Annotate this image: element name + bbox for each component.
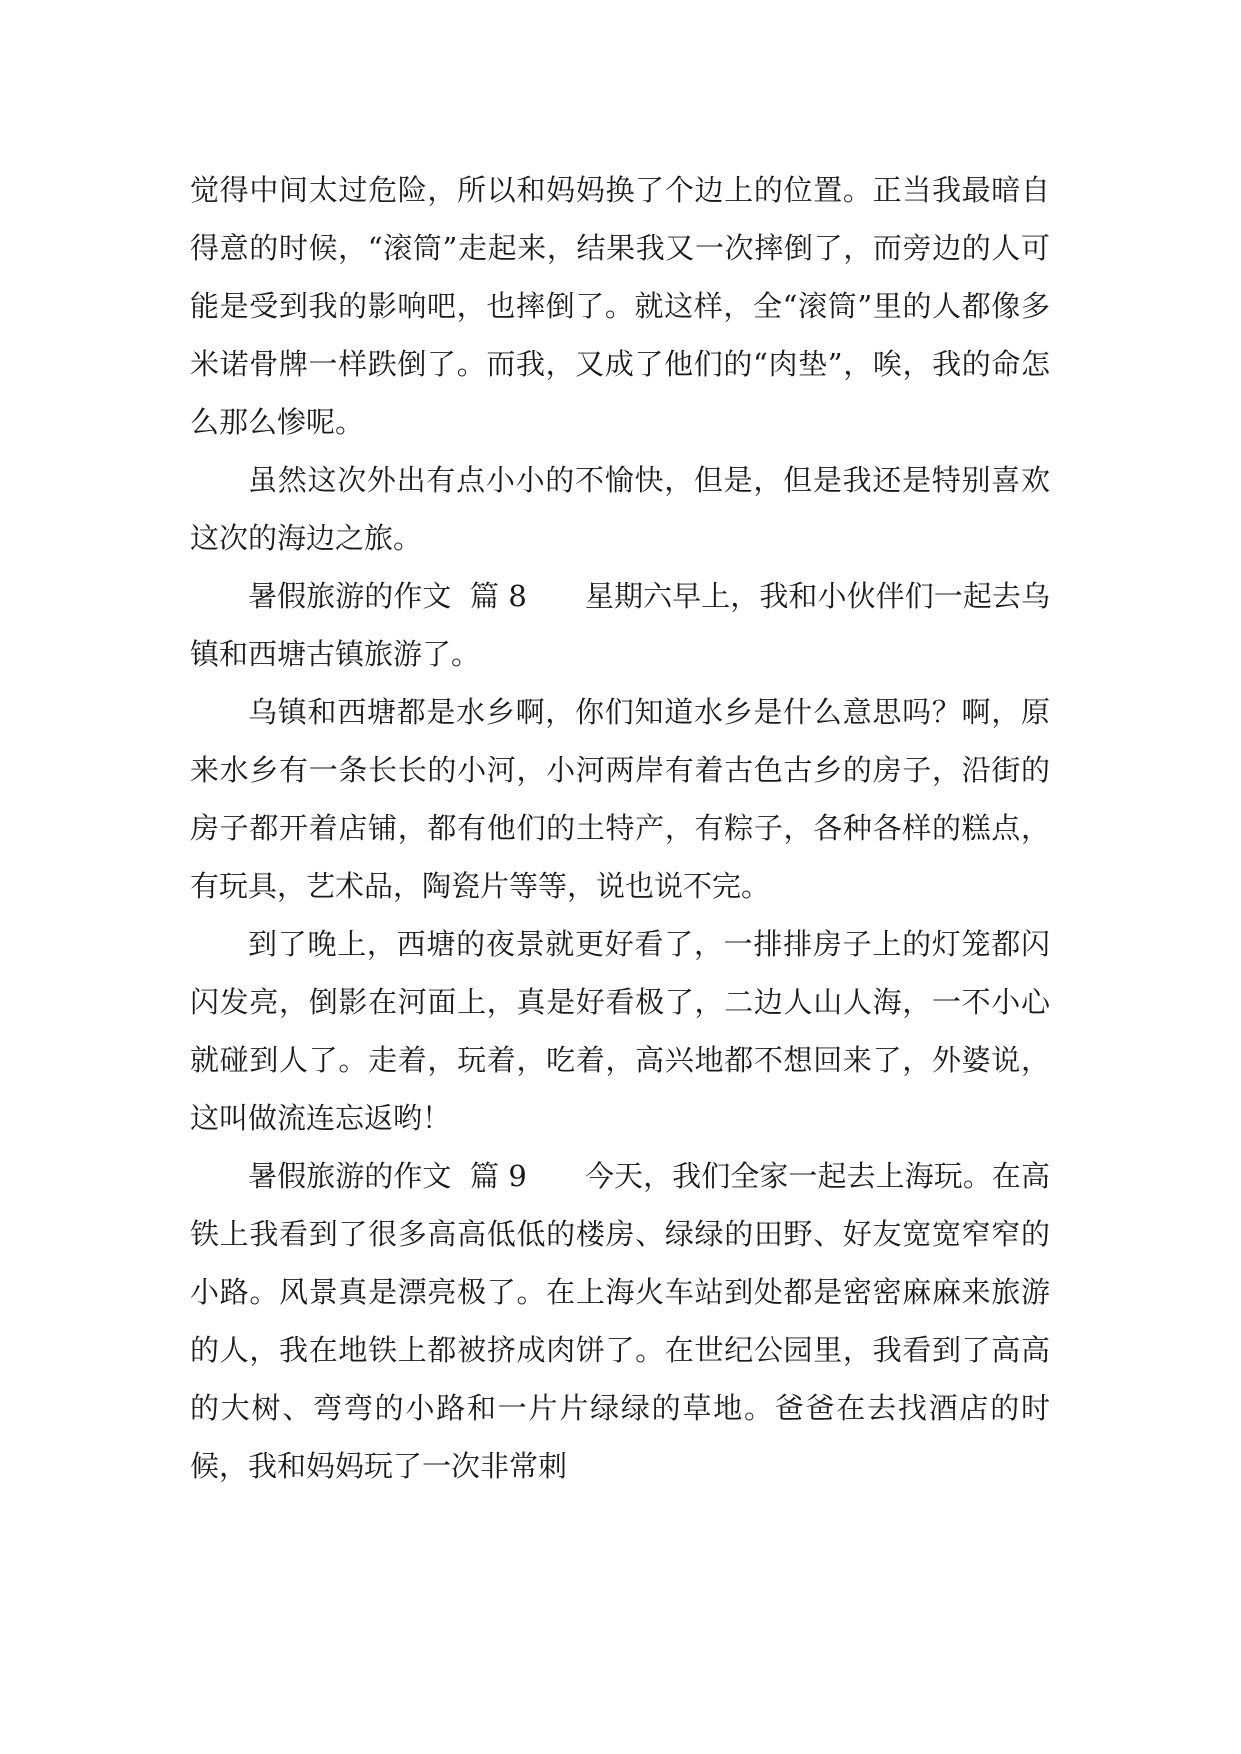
paragraph-5: 到了晚上，西塘的夜景就更好看了，一排排房子上的灯笼都闪闪发亮，倒影在河面上，真是好看极了，二边人山人海，一不小心就碰到人了。走着，玩着，吃着，高兴地都不想回来了，外婆说，这叫做流连忘返哟！	[190, 927, 1050, 1135]
document-body	[190, 161, 1050, 1495]
paragraph-1: 觉得中间太过危险，所以和妈妈换了个边上的位置。正当我最暗自得意的时候，“滚筒”走起来，结果我又一次摔倒了，而旁边的人可能是受到我的影响吧，也摔倒了。就这样，全“滚筒”里的人都像多米诺骨牌一样跌倒了。而我，又成了他们的“肉垫”，唉，我的命怎么那么惨呢。	[190, 173, 1050, 439]
paragraph-6	[190, 1147, 1050, 1495]
paragraph-4: 乌镇和西塘都是水乡啊，你们知道水乡是什么意思吗？啊，原来水乡有一条长长的小河，小河两岸有着古色古乡的房子，沿街的房子都开着店铺，都有他们的土特产，有粽子，各种各样的糕点，有玩具，艺术品，陶瓷片等等，说也说不完。	[190, 695, 1050, 903]
paragraph-2: 虽然这次外出有点小小的不愉快，但是，但是我还是特别喜欢这次的海边之旅。	[190, 463, 1050, 555]
paragraph-3-text: 星期六早上，我和小伙伴们一起去乌镇和西塘古镇旅游了。	[190, 579, 1050, 671]
paragraph-3	[190, 567, 1050, 683]
section-heading-9: 暑假旅游的作文 篇 9	[248, 1159, 527, 1193]
section-heading-8: 暑假旅游的作文 篇 8	[248, 579, 527, 613]
paragraph-6-text: 今天，我们全家一起去上海玩。在高铁上我看到了很多高高低低的楼房、绿绿的田野、好友宽宽窄窄的小路。风景真是漂亮极了。在上海火车站到处都是密密麻麻来旅游的人，我在地铁上都被挤成肉饼了。在世纪公园里，我看到了高高的大树、弯弯的小路和一片片绿绿的草地。爸爸在去找酒店的时候，我和妈妈玩了一次非常刺	[190, 1159, 1050, 1483]
